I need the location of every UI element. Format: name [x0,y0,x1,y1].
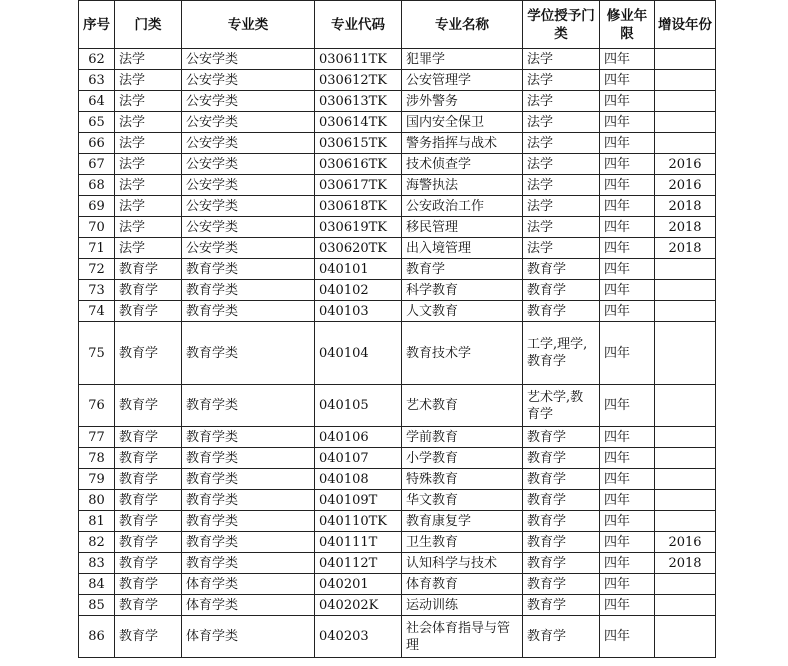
cell-year-added [655,91,716,112]
cell-seq: 71 [79,238,115,259]
cell-category: 法学 [115,91,182,112]
cell-name: 艺术教育 [402,385,523,427]
table-row [79,133,716,154]
header-category: 门类 [115,1,182,49]
cell-degree: 工学,理学,教育学 [523,322,600,385]
cell-seq: 81 [79,511,115,532]
cell-class: 公安学类 [182,49,315,70]
cell-duration: 四年 [600,301,655,322]
header-year-added: 增设年份 [655,1,716,49]
cell-class: 公安学类 [182,196,315,217]
cell-name: 教育技术学 [402,322,523,385]
table-row [79,553,716,574]
cell-seq: 76 [79,385,115,427]
cell-category: 法学 [115,238,182,259]
cell-name: 教育康复学 [402,511,523,532]
cell-code: 040105 [315,385,402,427]
cell-name: 人文教育 [402,301,523,322]
cell-name: 特殊教育 [402,469,523,490]
cell-degree: 教育学 [523,301,600,322]
cell-class: 教育学类 [182,553,315,574]
cell-class: 教育学类 [182,259,315,280]
cell-seq: 77 [79,427,115,448]
cell-duration: 四年 [600,616,655,658]
cell-code: 040107 [315,448,402,469]
cell-category: 教育学 [115,490,182,511]
cell-seq: 79 [79,469,115,490]
cell-class: 教育学类 [182,385,315,427]
cell-duration: 四年 [600,49,655,70]
cell-year-added: 2018 [655,553,716,574]
cell-degree: 法学 [523,217,600,238]
cell-seq: 72 [79,259,115,280]
cell-degree: 法学 [523,70,600,91]
cell-category: 法学 [115,196,182,217]
cell-degree: 教育学 [523,574,600,595]
cell-year-added [655,616,716,658]
cell-code: 040202K [315,595,402,616]
cell-name: 体育教育 [402,574,523,595]
cell-class: 公安学类 [182,133,315,154]
cell-code: 030611TK [315,49,402,70]
cell-degree: 艺术学,教育学 [523,385,600,427]
cell-year-added [655,112,716,133]
cell-year-added: 2016 [655,154,716,175]
cell-duration: 四年 [600,259,655,280]
cell-code: 040101 [315,259,402,280]
cell-seq: 80 [79,490,115,511]
cell-class: 公安学类 [182,217,315,238]
table-row [79,511,716,532]
cell-name: 技术侦查学 [402,154,523,175]
cell-category: 法学 [115,175,182,196]
cell-degree: 教育学 [523,553,600,574]
cell-class: 教育学类 [182,280,315,301]
cell-degree: 教育学 [523,448,600,469]
cell-name: 警务指挥与战术 [402,133,523,154]
cell-seq: 84 [79,574,115,595]
cell-code: 040108 [315,469,402,490]
cell-class: 教育学类 [182,511,315,532]
cell-category: 教育学 [115,322,182,385]
cell-name: 学前教育 [402,427,523,448]
cell-category: 教育学 [115,553,182,574]
cell-seq: 62 [79,49,115,70]
cell-code: 040201 [315,574,402,595]
cell-code: 030612TK [315,70,402,91]
cell-year-added [655,133,716,154]
header-code: 专业代码 [315,1,402,49]
cell-degree: 法学 [523,196,600,217]
cell-degree: 教育学 [523,532,600,553]
cell-name: 华文教育 [402,490,523,511]
cell-code: 030615TK [315,133,402,154]
cell-name: 国内安全保卫 [402,112,523,133]
cell-class: 体育学类 [182,574,315,595]
cell-duration: 四年 [600,322,655,385]
cell-degree: 教育学 [523,616,600,658]
cell-degree: 法学 [523,154,600,175]
header-duration: 修业年限 [600,1,655,49]
cell-category: 法学 [115,49,182,70]
table-row [79,112,716,133]
cell-year-added [655,427,716,448]
cell-duration: 四年 [600,427,655,448]
cell-seq: 74 [79,301,115,322]
cell-seq: 69 [79,196,115,217]
cell-degree: 教育学 [523,469,600,490]
table-row [79,574,716,595]
cell-duration: 四年 [600,217,655,238]
cell-seq: 83 [79,553,115,574]
cell-name: 卫生教育 [402,532,523,553]
cell-code: 040103 [315,301,402,322]
table-body [79,49,716,658]
cell-category: 教育学 [115,511,182,532]
cell-degree: 教育学 [523,490,600,511]
cell-year-added: 2018 [655,217,716,238]
cell-duration: 四年 [600,385,655,427]
cell-seq: 73 [79,280,115,301]
cell-seq: 63 [79,70,115,91]
cell-class: 体育学类 [182,616,315,658]
cell-name: 出入境管理 [402,238,523,259]
cell-name: 公安管理学 [402,70,523,91]
cell-degree: 教育学 [523,427,600,448]
cell-seq: 78 [79,448,115,469]
cell-year-added [655,301,716,322]
cell-class: 教育学类 [182,427,315,448]
cell-year-added [655,469,716,490]
cell-seq: 66 [79,133,115,154]
cell-seq: 86 [79,616,115,658]
cell-class: 公安学类 [182,175,315,196]
cell-code: 030614TK [315,112,402,133]
cell-duration: 四年 [600,154,655,175]
cell-class: 公安学类 [182,91,315,112]
cell-year-added: 2018 [655,196,716,217]
cell-category: 教育学 [115,427,182,448]
cell-degree: 教育学 [523,595,600,616]
cell-name: 公安政治工作 [402,196,523,217]
table-row [79,322,716,385]
cell-degree: 法学 [523,133,600,154]
cell-duration: 四年 [600,175,655,196]
cell-code: 040203 [315,616,402,658]
cell-seq: 82 [79,532,115,553]
cell-degree: 法学 [523,175,600,196]
cell-class: 教育学类 [182,469,315,490]
cell-seq: 68 [79,175,115,196]
cell-category: 教育学 [115,574,182,595]
table-row [79,154,716,175]
table-row [79,490,716,511]
cell-category: 教育学 [115,532,182,553]
cell-duration: 四年 [600,280,655,301]
cell-duration: 四年 [600,133,655,154]
table-row [79,175,716,196]
cell-year-added: 2016 [655,532,716,553]
cell-seq: 70 [79,217,115,238]
table-row [79,448,716,469]
cell-name: 运动训练 [402,595,523,616]
cell-category: 法学 [115,112,182,133]
cell-year-added [655,322,716,385]
cell-year-added [655,448,716,469]
cell-name: 移民管理 [402,217,523,238]
cell-code: 030613TK [315,91,402,112]
table-row [79,532,716,553]
cell-year-added [655,280,716,301]
cell-name: 社会体育指导与管理 [402,616,523,658]
cell-code: 040104 [315,322,402,385]
cell-duration: 四年 [600,448,655,469]
cell-seq: 85 [79,595,115,616]
header-seq: 序号 [79,1,115,49]
cell-seq: 75 [79,322,115,385]
cell-name: 小学教育 [402,448,523,469]
cell-name: 认知科学与技术 [402,553,523,574]
cell-duration: 四年 [600,511,655,532]
cell-name: 犯罪学 [402,49,523,70]
cell-duration: 四年 [600,196,655,217]
cell-duration: 四年 [600,595,655,616]
cell-degree: 法学 [523,49,600,70]
cell-code: 040109T [315,490,402,511]
cell-year-added: 2018 [655,238,716,259]
cell-class: 公安学类 [182,154,315,175]
cell-year-added [655,259,716,280]
cell-year-added [655,511,716,532]
cell-code: 040102 [315,280,402,301]
table-row [79,91,716,112]
cell-duration: 四年 [600,70,655,91]
cell-degree: 教育学 [523,259,600,280]
cell-category: 法学 [115,133,182,154]
cell-class: 教育学类 [182,532,315,553]
cell-degree: 法学 [523,112,600,133]
cell-year-added [655,595,716,616]
cell-degree: 法学 [523,91,600,112]
cell-code: 030619TK [315,217,402,238]
cell-category: 教育学 [115,469,182,490]
cell-seq: 64 [79,91,115,112]
table-row [79,280,716,301]
cell-degree: 法学 [523,238,600,259]
cell-category: 教育学 [115,280,182,301]
cell-code: 040110TK [315,511,402,532]
cell-duration: 四年 [600,238,655,259]
cell-class: 公安学类 [182,238,315,259]
cell-year-added [655,385,716,427]
cell-duration: 四年 [600,574,655,595]
cell-category: 法学 [115,217,182,238]
header-degree: 学位授予门类 [523,1,600,49]
cell-code: 030616TK [315,154,402,175]
cell-duration: 四年 [600,112,655,133]
table-row [79,469,716,490]
table-row [79,49,716,70]
cell-code: 040111T [315,532,402,553]
cell-class: 体育学类 [182,595,315,616]
cell-seq: 65 [79,112,115,133]
cell-duration: 四年 [600,91,655,112]
cell-duration: 四年 [600,490,655,511]
table-row [79,385,716,427]
header-class: 专业类 [182,1,315,49]
cell-name: 海警执法 [402,175,523,196]
cell-degree: 教育学 [523,280,600,301]
table-row [79,259,716,280]
cell-degree: 教育学 [523,511,600,532]
cell-code: 040112T [315,553,402,574]
cell-class: 教育学类 [182,490,315,511]
cell-code: 030620TK [315,238,402,259]
cell-year-added [655,574,716,595]
table-row [79,70,716,91]
cell-category: 法学 [115,70,182,91]
table-header-row [79,1,716,49]
cell-category: 教育学 [115,259,182,280]
table-row [79,217,716,238]
cell-code: 030617TK [315,175,402,196]
cell-duration: 四年 [600,469,655,490]
cell-duration: 四年 [600,532,655,553]
cell-class: 教育学类 [182,322,315,385]
cell-year-added [655,49,716,70]
cell-name: 教育学 [402,259,523,280]
table-row [79,238,716,259]
cell-category: 教育学 [115,616,182,658]
cell-class: 教育学类 [182,448,315,469]
cell-code: 040106 [315,427,402,448]
table-row [79,616,716,658]
header-name: 专业名称 [402,1,523,49]
cell-year-added [655,490,716,511]
cell-duration: 四年 [600,553,655,574]
cell-name: 科学教育 [402,280,523,301]
cell-category: 教育学 [115,448,182,469]
cell-category: 教育学 [115,385,182,427]
cell-category: 教育学 [115,301,182,322]
table-row [79,301,716,322]
major-catalog-table [78,0,716,658]
cell-class: 教育学类 [182,301,315,322]
cell-seq: 67 [79,154,115,175]
table-row [79,427,716,448]
cell-year-added [655,70,716,91]
cell-category: 教育学 [115,595,182,616]
cell-class: 公安学类 [182,112,315,133]
cell-code: 030618TK [315,196,402,217]
table-row [79,196,716,217]
cell-year-added: 2016 [655,175,716,196]
cell-category: 法学 [115,154,182,175]
table-row [79,595,716,616]
cell-name: 涉外警务 [402,91,523,112]
cell-class: 公安学类 [182,70,315,91]
